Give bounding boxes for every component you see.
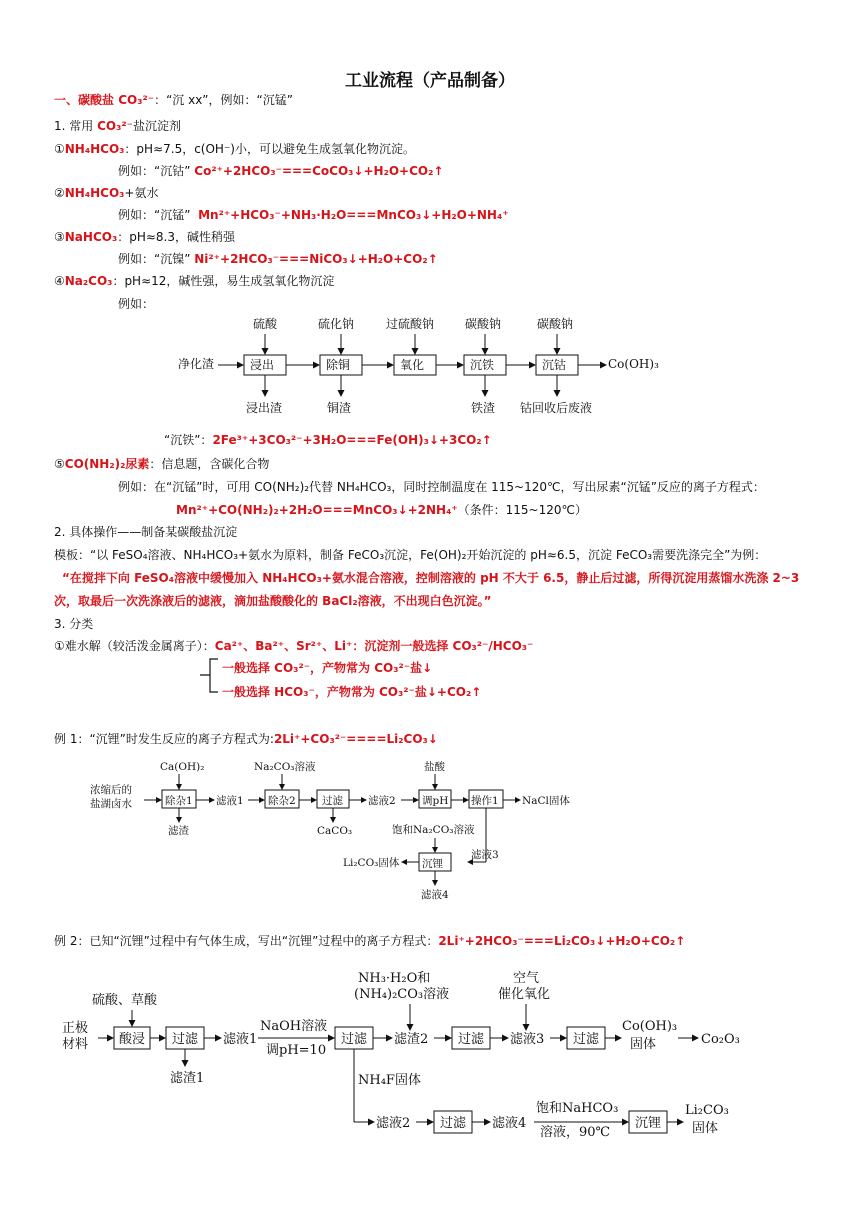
template-text: 模板：“以 FeSO₄溶液、NH₄HCO₃+氨水为原料，制备 FeCO₃沉淀，Fe(OH)₂开始沉淀的 pH≈6.5，沉淀 FeCO₃需要洗涤完全”为例： <box>54 548 767 562</box>
flow-residue: 铜渣 <box>327 401 352 415</box>
flow-product: Li₂CO₃ <box>685 1103 729 1118</box>
class-1-b: 一般选择 HCO₃⁻，产物常为 CO₃²⁻盐↓+CO₂↑ <box>222 685 482 699</box>
flow-box-label: 过滤 <box>322 795 343 807</box>
item-5-equation <box>176 502 587 518</box>
point-rest: 盐沉淀剂 <box>132 119 181 133</box>
flow-reagent: NaOH溶液 <box>260 1019 328 1034</box>
flow-reagent: 硫化钠 <box>318 317 355 331</box>
flow-box-label: 过滤 <box>341 1032 368 1047</box>
flow-product: 滤渣 <box>168 825 189 837</box>
item-reagent: Na₂CO₃ <box>64 274 113 288</box>
flow-reagent: NH₄F固体 <box>358 1073 421 1088</box>
point-3: 3. 分类 <box>54 617 94 631</box>
flow-product: Co₂O₃ <box>701 1032 740 1047</box>
flow-reagent: Ca(OH)₂ <box>160 761 205 773</box>
condition: （条件：115~120℃） <box>457 503 587 517</box>
item-3 <box>54 229 235 245</box>
item-reagent: NH₄HCO₃ <box>64 186 125 200</box>
class-1-a: 一般选择 CO₃²⁻，产物常为 CO₃²⁻盐↓ <box>222 661 433 675</box>
section-1 <box>54 92 293 108</box>
item-2-example <box>118 207 509 223</box>
equation: 2Li⁺+CO₃²⁻====Li₂CO₃↓ <box>273 732 438 746</box>
item-4 <box>54 273 334 289</box>
item-4-example: 例如： <box>118 297 155 311</box>
flow-start: 净化渣 <box>178 357 215 371</box>
example-label: 例如：“沉锰” <box>118 208 191 222</box>
flow-product: 固体 <box>630 1037 657 1052</box>
flow-filtrate: 滤液3 <box>471 849 499 861</box>
flow-box-label: 过滤 <box>172 1032 199 1047</box>
item-desc: ：pH≈12，碱性强，易生成氢氧化物沉淀 <box>112 274 335 288</box>
flow-reagent: NH₃·H₂O和 <box>358 971 431 986</box>
flow-reagent: 硫酸 <box>253 317 278 331</box>
item-num: ④ <box>54 274 65 288</box>
item-3-example <box>118 251 438 267</box>
item-5-example: 例如：在“沉锰”时，可用 CO(NH₂)₂代替 NH₄HCO₃，同时控制温度在 115~120℃，写出尿素“沉锰”反应的离子方程式： <box>118 480 765 494</box>
flow-residue: 浸出渣 <box>246 401 283 415</box>
example-label: “沉铁”： <box>164 433 213 447</box>
flow-reagent: 硫酸、草酸 <box>92 993 158 1008</box>
flow-filtrate: 滤液3 <box>510 1032 545 1047</box>
flow-residue: 滤渣2 <box>394 1032 429 1047</box>
flow-reagent: 碳酸钠 <box>465 317 502 331</box>
flow-diagram-lithium-1 <box>88 754 608 906</box>
flow-box-label: 除杂2 <box>268 795 296 807</box>
example-label: 例如：“沉镍” <box>118 252 191 266</box>
item-desc: ：信息题，含碳化合物 <box>149 457 270 471</box>
flow-filtrate: 滤液4 <box>421 889 449 901</box>
flow-product: Co(OH)₃ <box>622 1019 678 1034</box>
flow-residue: 铁渣 <box>471 401 496 415</box>
item-num: ⑤ <box>54 457 65 471</box>
item-1 <box>54 141 415 157</box>
flow-box-label: 氧化 <box>400 358 425 372</box>
item-1-example <box>118 163 443 179</box>
equation: Mn²⁺+CO(NH₂)₂+2H₂O===MnCO₃↓+2NH₄⁺ <box>176 503 458 517</box>
flow-box-label: 沉铁 <box>470 358 495 372</box>
flow-box-label: 沉钴 <box>542 358 567 372</box>
flow-reagent: Na₂CO₃溶液 <box>254 761 316 773</box>
flow-reagent: 盐酸 <box>424 761 445 773</box>
answer-line-1: “在搅拌下向 FeSO₄溶液中缓慢加入 NH₄HCO₃+氨水混合溶液，控制溶液的 pH 不大于 6.5，静止后过滤，所得沉淀用蒸馏水洗涤 2~3 <box>62 571 800 585</box>
flow-diagram-lithium-2 <box>58 962 798 1148</box>
flow-box-label: 过滤 <box>573 1032 600 1047</box>
point-red: CO₃²⁻ <box>97 119 133 133</box>
item-reagent: CO(NH₂)₂尿素 <box>64 457 150 471</box>
flow-feed: 材料 <box>62 1037 89 1052</box>
flow-box-label: 沉锂 <box>635 1116 662 1131</box>
flow-box-label: 操作1 <box>471 795 499 807</box>
flow-box-label: 酸浸 <box>119 1032 146 1047</box>
item-desc: ：pH≈7.5，c(OH⁻)小，可以避免生成氢氧化物沉淀。 <box>124 142 415 156</box>
flow-reagent: 调pH=10 <box>266 1043 327 1058</box>
example-1 <box>54 731 438 747</box>
class-1 <box>54 638 533 654</box>
flow-reagent: 饱和Na₂CO₃溶液 <box>392 824 475 836</box>
flow-box-label: 除铜 <box>326 358 351 372</box>
flow-filtrate: 滤液2 <box>376 1116 411 1131</box>
flow-box-label: 过滤 <box>458 1032 485 1047</box>
flow-reagent: 催化氧化 <box>498 987 551 1002</box>
flow-product: 固体 <box>692 1121 719 1136</box>
item-num: ② <box>54 186 65 200</box>
item-reagent: NH₄HCO₃ <box>64 142 125 156</box>
flow-reagent: 空气 <box>513 971 540 986</box>
item-desc: +氨水 <box>124 186 159 200</box>
flow-box-label: 除杂1 <box>165 795 193 807</box>
flow-reagent: 饱和NaHCO₃ <box>536 1101 619 1116</box>
flow-feed: 正极 <box>62 1021 89 1036</box>
flow-diagram-cobalt <box>170 310 690 422</box>
point-1 <box>54 118 181 134</box>
flow-product: CaCO₃ <box>317 825 353 837</box>
point-2: 2. 具体操作——制备某碳酸盐沉淀 <box>54 525 238 539</box>
flow-product: NaCl固体 <box>522 795 570 807</box>
class-red: Ca²⁺、Ba²⁺、Sr²⁺、Li⁺：沉淀剂一般选择 CO₃²⁻/HCO₃⁻ <box>214 639 534 653</box>
item-num: ① <box>54 142 65 156</box>
section-topic: 碳酸盐 CO₃²⁻ <box>78 93 155 107</box>
equation: 2Li⁺+2HCO₃⁻===Li₂CO₃↓+H₂O+CO₂↑ <box>438 934 686 948</box>
flow-product: Li₂CO₃固体 <box>343 857 400 869</box>
flow-box-label: 调pH <box>422 795 449 807</box>
flow-reagent: 碳酸钠 <box>537 317 574 331</box>
equation: 2Fe³⁺+3CO₃²⁻+3H₂O===Fe(OH)₃↓+3CO₂↑ <box>212 433 492 447</box>
iron-equation-line <box>164 432 492 448</box>
example-label: 例 1：“沉锂”时发生反应的离子方程式为: <box>54 732 274 746</box>
flow-end: Co(OH)₃ <box>608 357 659 371</box>
flow-box-label: 过滤 <box>440 1116 467 1131</box>
example-label: 例 2：已知“沉锂”过程中有气体生成，写出“沉锂”过程中的离子方程式： <box>54 934 439 948</box>
flow-feed: 盐湖卤水 <box>90 798 132 810</box>
flow-reagent: (NH₄)₂CO₃溶液 <box>354 987 450 1002</box>
example-label: 例如：“沉钴” <box>118 164 191 178</box>
item-5 <box>54 456 269 472</box>
equation: Co²⁺+2HCO₃⁻===CoCO₃↓+H₂O+CO₂↑ <box>194 164 444 178</box>
flow-reagent: 溶液，90℃ <box>540 1125 611 1140</box>
item-num: ③ <box>54 230 65 244</box>
flow-filtrate: 滤液1 <box>216 795 244 807</box>
equation: Ni²⁺+2HCO₃⁻===NiCO₃↓+H₂O+CO₂↑ <box>194 252 438 266</box>
flow-filtrate: 滤液4 <box>492 1116 527 1131</box>
point-num: 1. 常用 <box>54 119 98 133</box>
flow-filtrate: 滤液2 <box>368 795 396 807</box>
answer-line-2: 次，取最后一次洗涤液后的滤液，滴加盐酸酸化的 BaCl₂溶液，不出现白色沉淀。” <box>54 594 492 608</box>
example-2 <box>54 933 685 949</box>
flow-residue: 滤渣1 <box>170 1071 205 1086</box>
class-head: ①难水解（较活泼金属离子）： <box>54 639 215 653</box>
section-desc: ：“沉 xx”，例如：“沉锰” <box>154 93 293 107</box>
item-2 <box>54 185 158 201</box>
flow-filtrate: 滤液1 <box>223 1032 258 1047</box>
section-number: 一、 <box>54 93 79 107</box>
item-desc: ：pH≈8.3，碱性稍强 <box>117 230 235 244</box>
equation: Mn²⁺+HCO₃⁻+NH₃·H₂O===MnCO₃↓+H₂O+NH₄⁺ <box>198 208 509 222</box>
flow-residue: 钴回收后废液 <box>520 401 593 415</box>
flow-box-label: 浸出 <box>250 358 275 372</box>
flow-box-label: 沉锂 <box>422 858 443 870</box>
page-title: 工业流程（产品制备） <box>345 71 515 91</box>
item-reagent: NaHCO₃ <box>64 230 118 244</box>
flow-feed: 浓缩后的 <box>90 784 132 796</box>
flow-reagent: 过硫酸钠 <box>386 317 435 331</box>
